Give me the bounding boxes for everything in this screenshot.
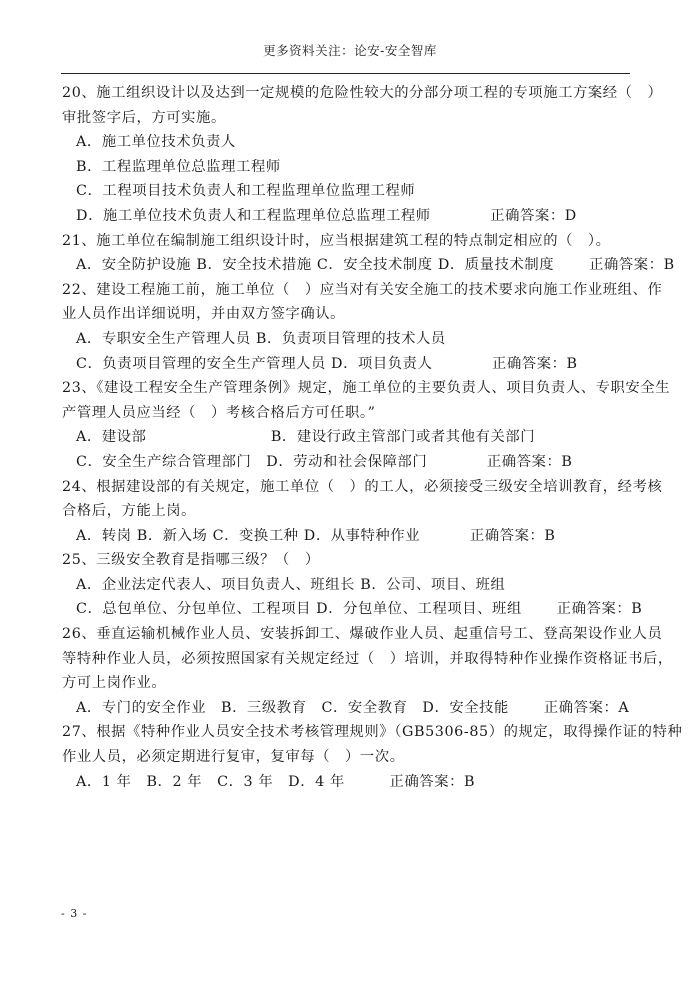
question-text-line: 合格后，方能上岗。	[62, 503, 197, 520]
document-body	[62, 81, 683, 794]
question-text-line: 业人员作出详细说明，并由双方签字确认。	[62, 306, 346, 323]
answer-option-line: B．工程监理单位总监理工程师	[76, 158, 281, 175]
page-number: - 3 -	[61, 907, 88, 920]
question-text-line: 21、施工单位在编制施工组织设计时，应当根据建筑工程的特点制定相应的（ ）。	[62, 232, 611, 249]
question-text-line: 审批签字后，方可实施。	[62, 109, 226, 126]
question-text-line: 作业人员，必须定期进行复审，复审每（ ）一次。	[62, 749, 405, 766]
question-text-line: 22、建设工程施工前，施工单位（ ）应当对有关安全施工的技术要求向施工作业班组、作	[62, 281, 663, 298]
answer-option-line: A．企业法定代表人、项目负责人、班组长 B．公司、项目、班组	[76, 576, 506, 593]
page-header: 更多资料关注：论安-安全智库	[263, 43, 437, 58]
answer-option-line: C．总包单位、分包单位、工程项目 D．分包单位、工程项目、班组 正确答案：B	[76, 601, 643, 618]
question-text-line: 方可上岗作业。	[62, 675, 167, 692]
question-text-line: 等特种作业人员，必须按照国家有关规定经过（ ）培训，并取得特种作业操作资格证书后，	[62, 650, 673, 667]
answer-option-line: C．安全生产综合管理部门 D．劳动和社会保障部门 正确答案：B	[76, 453, 573, 470]
question-text-line: 24、根据建设部的有关规定，施工单位（ ）的工人，必须接受三级安全培训教育，经考核	[62, 478, 663, 495]
question-text-line: 27、根据《特种作业人员安全技术考核管理规则》（GB5306-85）的规定，取得操作证的特种	[62, 724, 683, 741]
answer-option-line: C．工程项目技术负责人和工程监理单位监理工程师	[76, 183, 416, 200]
question-text-line: 25、三级安全教育是指哪三级？（ ）	[62, 552, 320, 569]
answer-option-line: C．负责项目管理的安全生产管理人员 D．项目负责人 正确答案：B	[76, 355, 578, 372]
answer-option-line: A．施工单位技术负责人	[76, 134, 236, 151]
answer-option-line: A．专门的安全作业 B．三级教育 C．安全教育 D．安全技能 正确答案：A	[76, 699, 630, 716]
answer-option-line: A．1 年 B．2 年 C．3 年 D．4 年 正确答案：B	[76, 773, 476, 790]
header-divider	[61, 73, 630, 74]
question-text-line: 26、垂直运输机械作业人员、安装拆卸工、爆破作业人员、起重信号工、登高架设作业人员	[62, 626, 663, 643]
answer-option-line: A．安全防护设施 B．安全技术措施 C．安全技术制度 D．质量技术制度 正确答案：B	[76, 257, 675, 274]
question-text-line: 20、施工组织设计以及达到一定规模的危险性较大的分部分项工程的专项施工方案经（ ）	[62, 85, 663, 101]
question-text-line: 23、《建设工程安全生产管理条例》规定，施工单位的主要负责人、项目负责人、专职安全生	[62, 380, 671, 397]
answer-option-line: A．专职安全生产管理人员 B．负责项目管理的技术人员	[76, 330, 446, 347]
answer-option-line: D．施工单位技术负责人和工程监理单位总监理工程师 正确答案：D	[76, 207, 577, 224]
answer-option-line: A．建设部 B．建设行政主管部门或者其他有关部门	[76, 429, 536, 446]
answer-option-line: A．转岗 B．新入场 C．变换工种 D．从事特种作业 正确答案：B	[76, 527, 556, 544]
question-text-line: 产管理人员应当经（ ）考核合格后方可任职。”	[62, 404, 376, 421]
